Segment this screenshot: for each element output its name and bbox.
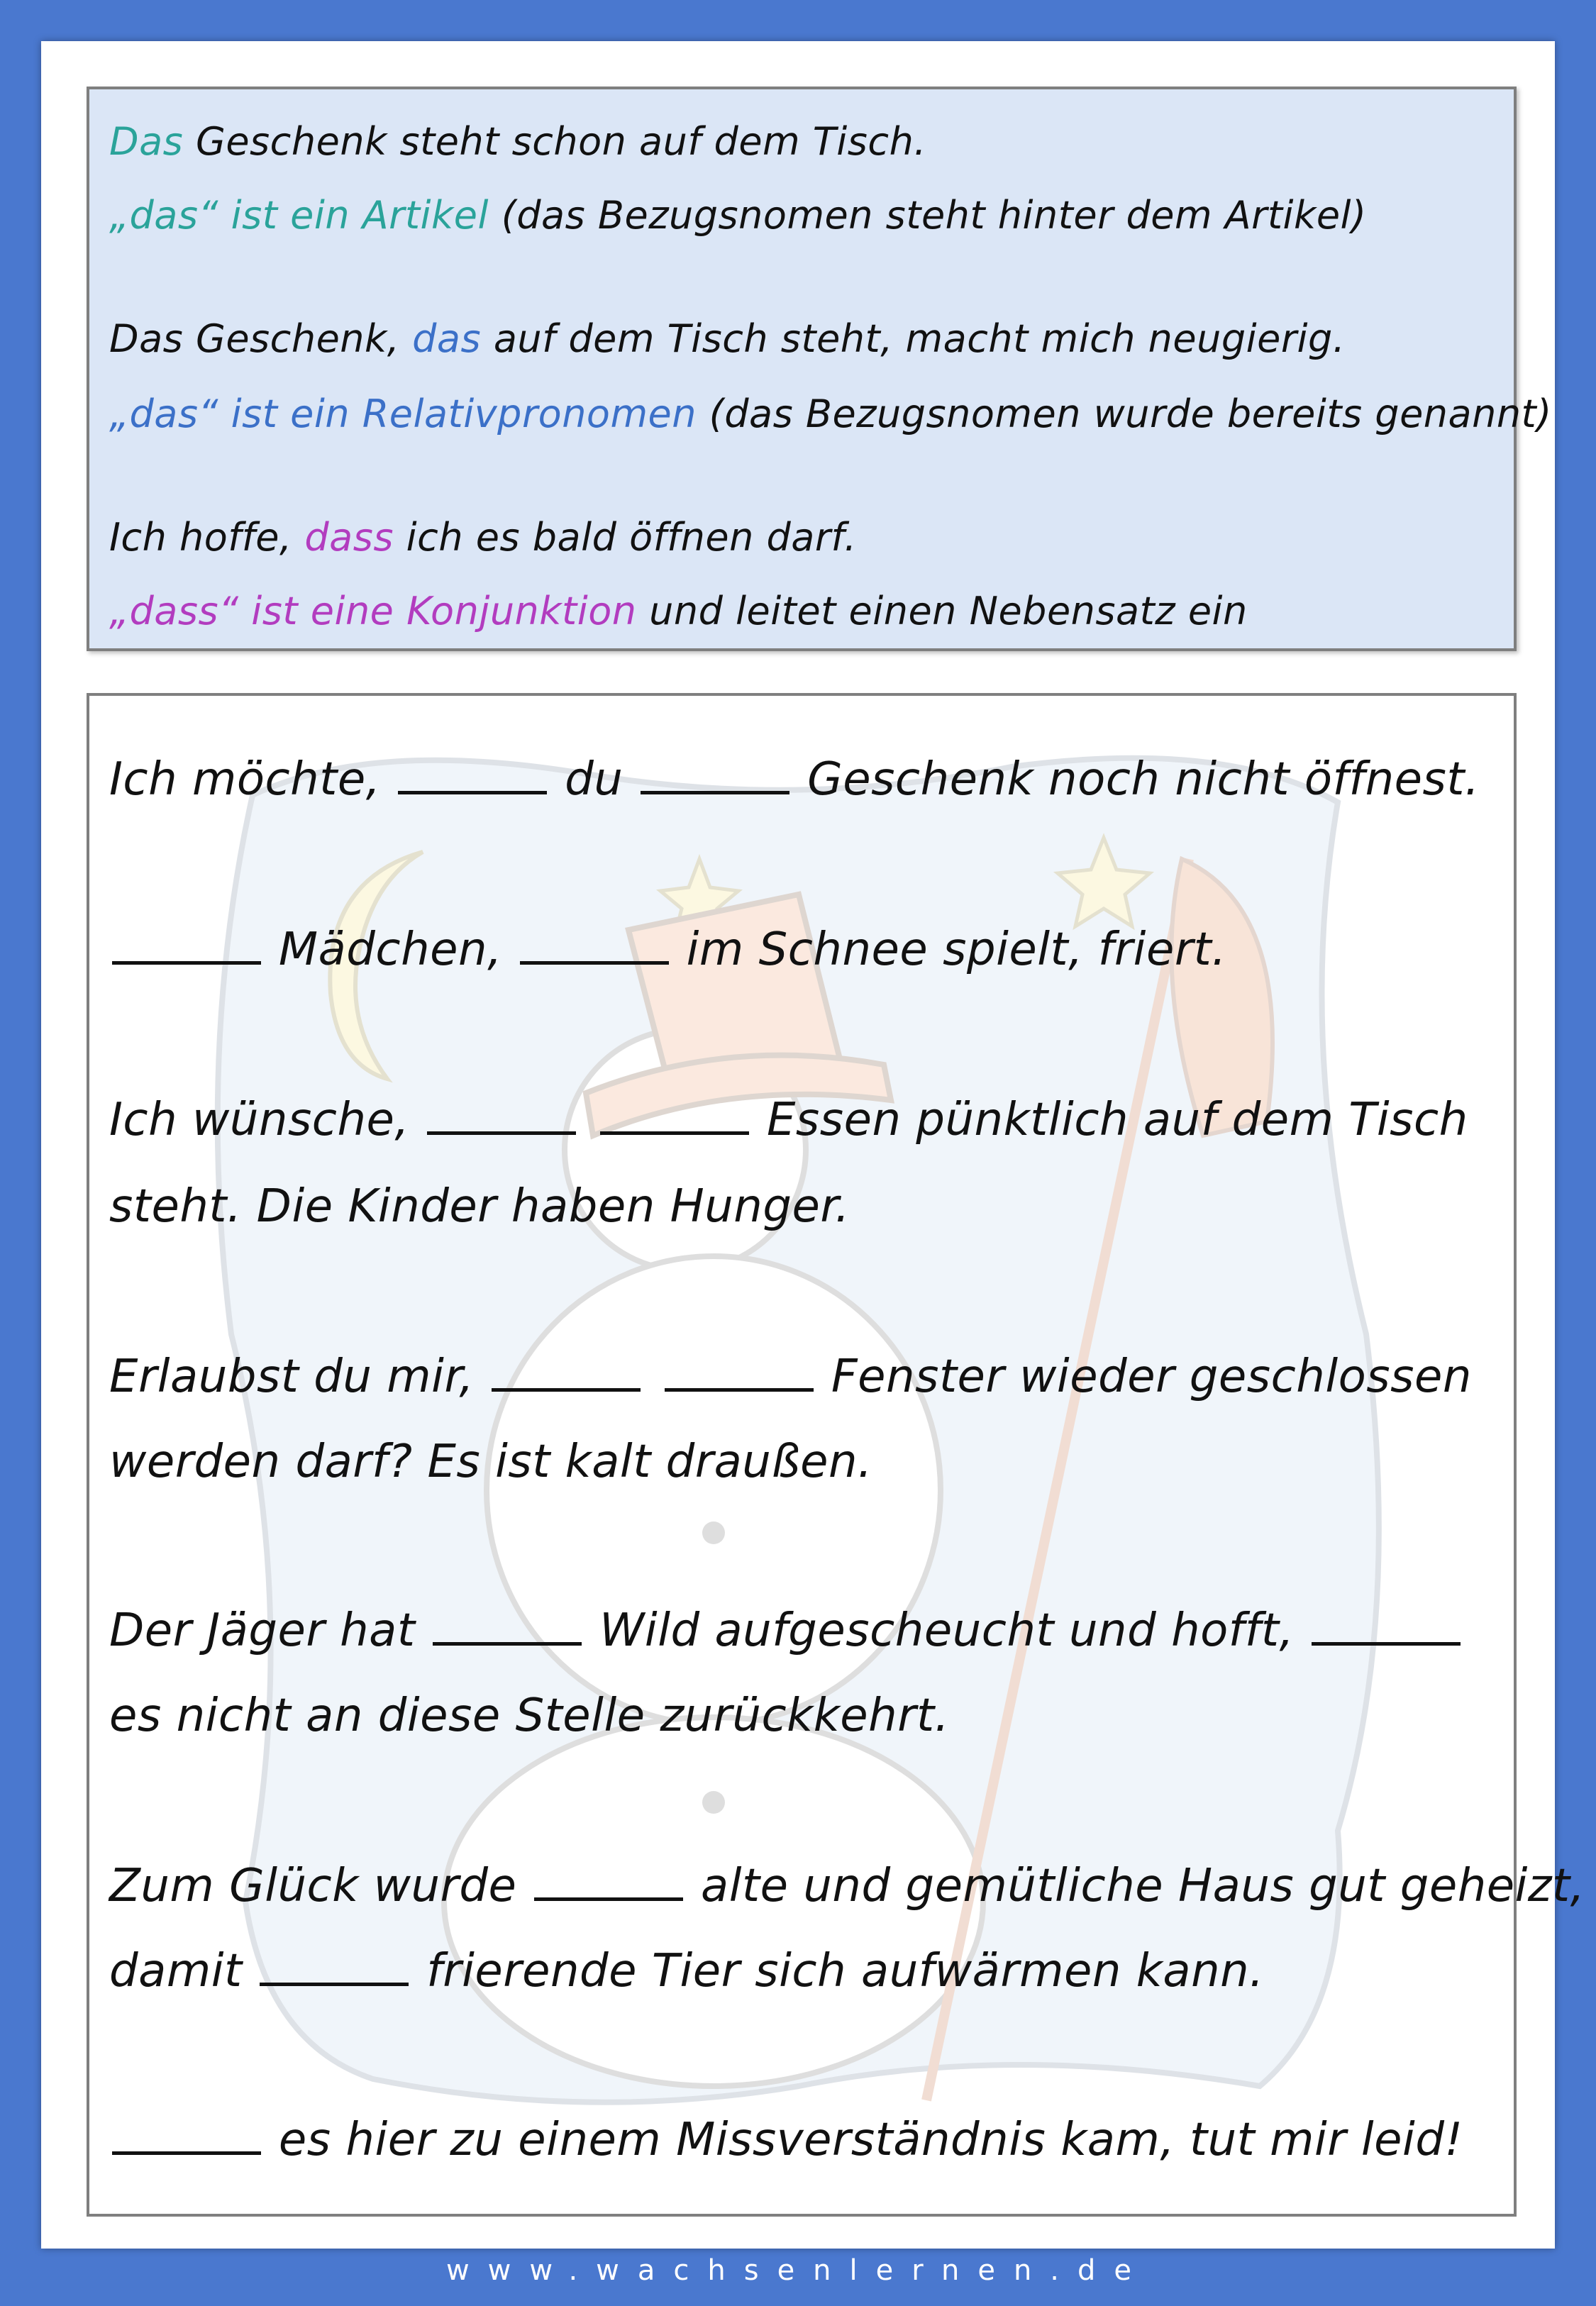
exercise-sentence-3 [109, 1094, 1468, 1146]
rule-text: (das Bezugsnomen wurde bereits genannt) [697, 392, 1552, 436]
rule-text: Ich hoffe, [109, 515, 305, 560]
blank-gap[interactable] [112, 2151, 261, 2155]
exercise-sentence-4 [109, 1351, 1472, 1403]
footer-url: www.wachsenlernen.de [445, 2254, 1151, 2287]
rule-example-article [109, 119, 926, 164]
highlight-relative-explanation: „das“ ist ein Relativpronomen [109, 392, 697, 436]
blank-gap[interactable] [427, 1131, 576, 1135]
sentence-text: Ich wünsche, [109, 1094, 425, 1146]
sentence-text: frierende Tier sich aufwärmen kann. [411, 1945, 1265, 1997]
rule-text: ich es bald öffnen darf. [393, 515, 857, 560]
sentence-text: Mädchen, [264, 924, 517, 976]
exercise-sentence-6 [109, 1860, 1585, 1912]
sentence-text: Geschenk noch nicht öffnest. [792, 753, 1480, 806]
rule-text: auf dem Tisch steht, macht mich neugierig. [481, 316, 1346, 361]
blank-gap[interactable] [492, 1387, 641, 1392]
exercise-sentence-7 [109, 2114, 1463, 2166]
blank-gap[interactable] [112, 960, 261, 965]
rule-explanation-relative [109, 392, 1552, 436]
exercise-sentence-2 [109, 924, 1226, 976]
highlight-relative: das [412, 316, 482, 361]
blank-gap[interactable] [600, 1131, 749, 1135]
blank-gap[interactable] [1312, 1641, 1461, 1646]
highlight-article-explanation: „das“ ist ein Artikel [109, 193, 489, 238]
highlight-conjunction-explanation: „dass“ ist eine Konjunktion [109, 589, 637, 633]
rule-example-relative [109, 316, 1346, 361]
sentence-text: Zum Glück wurde [109, 1860, 532, 1912]
sentence-text: im Schnee spielt, friert. [671, 924, 1227, 976]
exercise-sentence-1 [109, 753, 1480, 806]
exercise-sentence-6-cont [109, 1945, 1264, 1997]
rule-explanation-article [109, 193, 1367, 238]
exercise-sentence-4-cont: werden darf? Es ist kalt draußen. [109, 1436, 872, 1488]
sentence-text: es hier zu einem Missverständnis kam, tut mir leid! [264, 2114, 1463, 2166]
sentence-text: Ich möchte, [109, 753, 396, 806]
sentence-text: Essen pünktlich auf dem Tisch [752, 1094, 1468, 1146]
sentence-text: Wild aufgescheucht und hofft, [584, 1604, 1309, 1657]
sentence-text: Erlaubst du mir, [109, 1351, 489, 1403]
rule-text: (das Bezugsnomen steht hinter dem Artikel) [489, 193, 1367, 238]
rules-box [87, 87, 1517, 651]
blank-gap[interactable] [260, 1982, 409, 1986]
blank-gap[interactable] [520, 960, 669, 965]
rule-text: Das Geschenk, [109, 316, 413, 361]
rule-text: Geschenk steht schon auf dem Tisch. [183, 119, 927, 164]
blank-gap[interactable] [398, 790, 547, 794]
sentence-text: du [550, 753, 638, 806]
sentence-text: damit [109, 1945, 257, 1997]
exercise-sentence-5 [109, 1604, 1463, 1657]
rule-explanation-conjunction [109, 589, 1248, 633]
exercise-sentence-5-cont: es nicht an diese Stelle zurückkehrt. [109, 1690, 950, 1742]
sentence-text: Der Jäger hat [109, 1604, 431, 1657]
highlight-article: Das [109, 119, 184, 164]
rule-example-conjunction [109, 515, 857, 560]
sentence-text: alte und gemütliche Haus gut geheizt, [686, 1860, 1585, 1912]
blank-gap[interactable] [665, 1387, 814, 1392]
highlight-conjunction: dass [304, 515, 394, 560]
blank-gap[interactable] [534, 1897, 683, 1901]
exercise-sentence-3-cont: steht. Die Kinder haben Hunger. [109, 1180, 850, 1233]
rule-text: und leitet einen Nebensatz ein [636, 589, 1248, 633]
blank-gap[interactable] [641, 790, 789, 794]
blank-gap[interactable] [433, 1641, 582, 1646]
sentence-text: Fenster wieder geschlossen [816, 1351, 1472, 1403]
